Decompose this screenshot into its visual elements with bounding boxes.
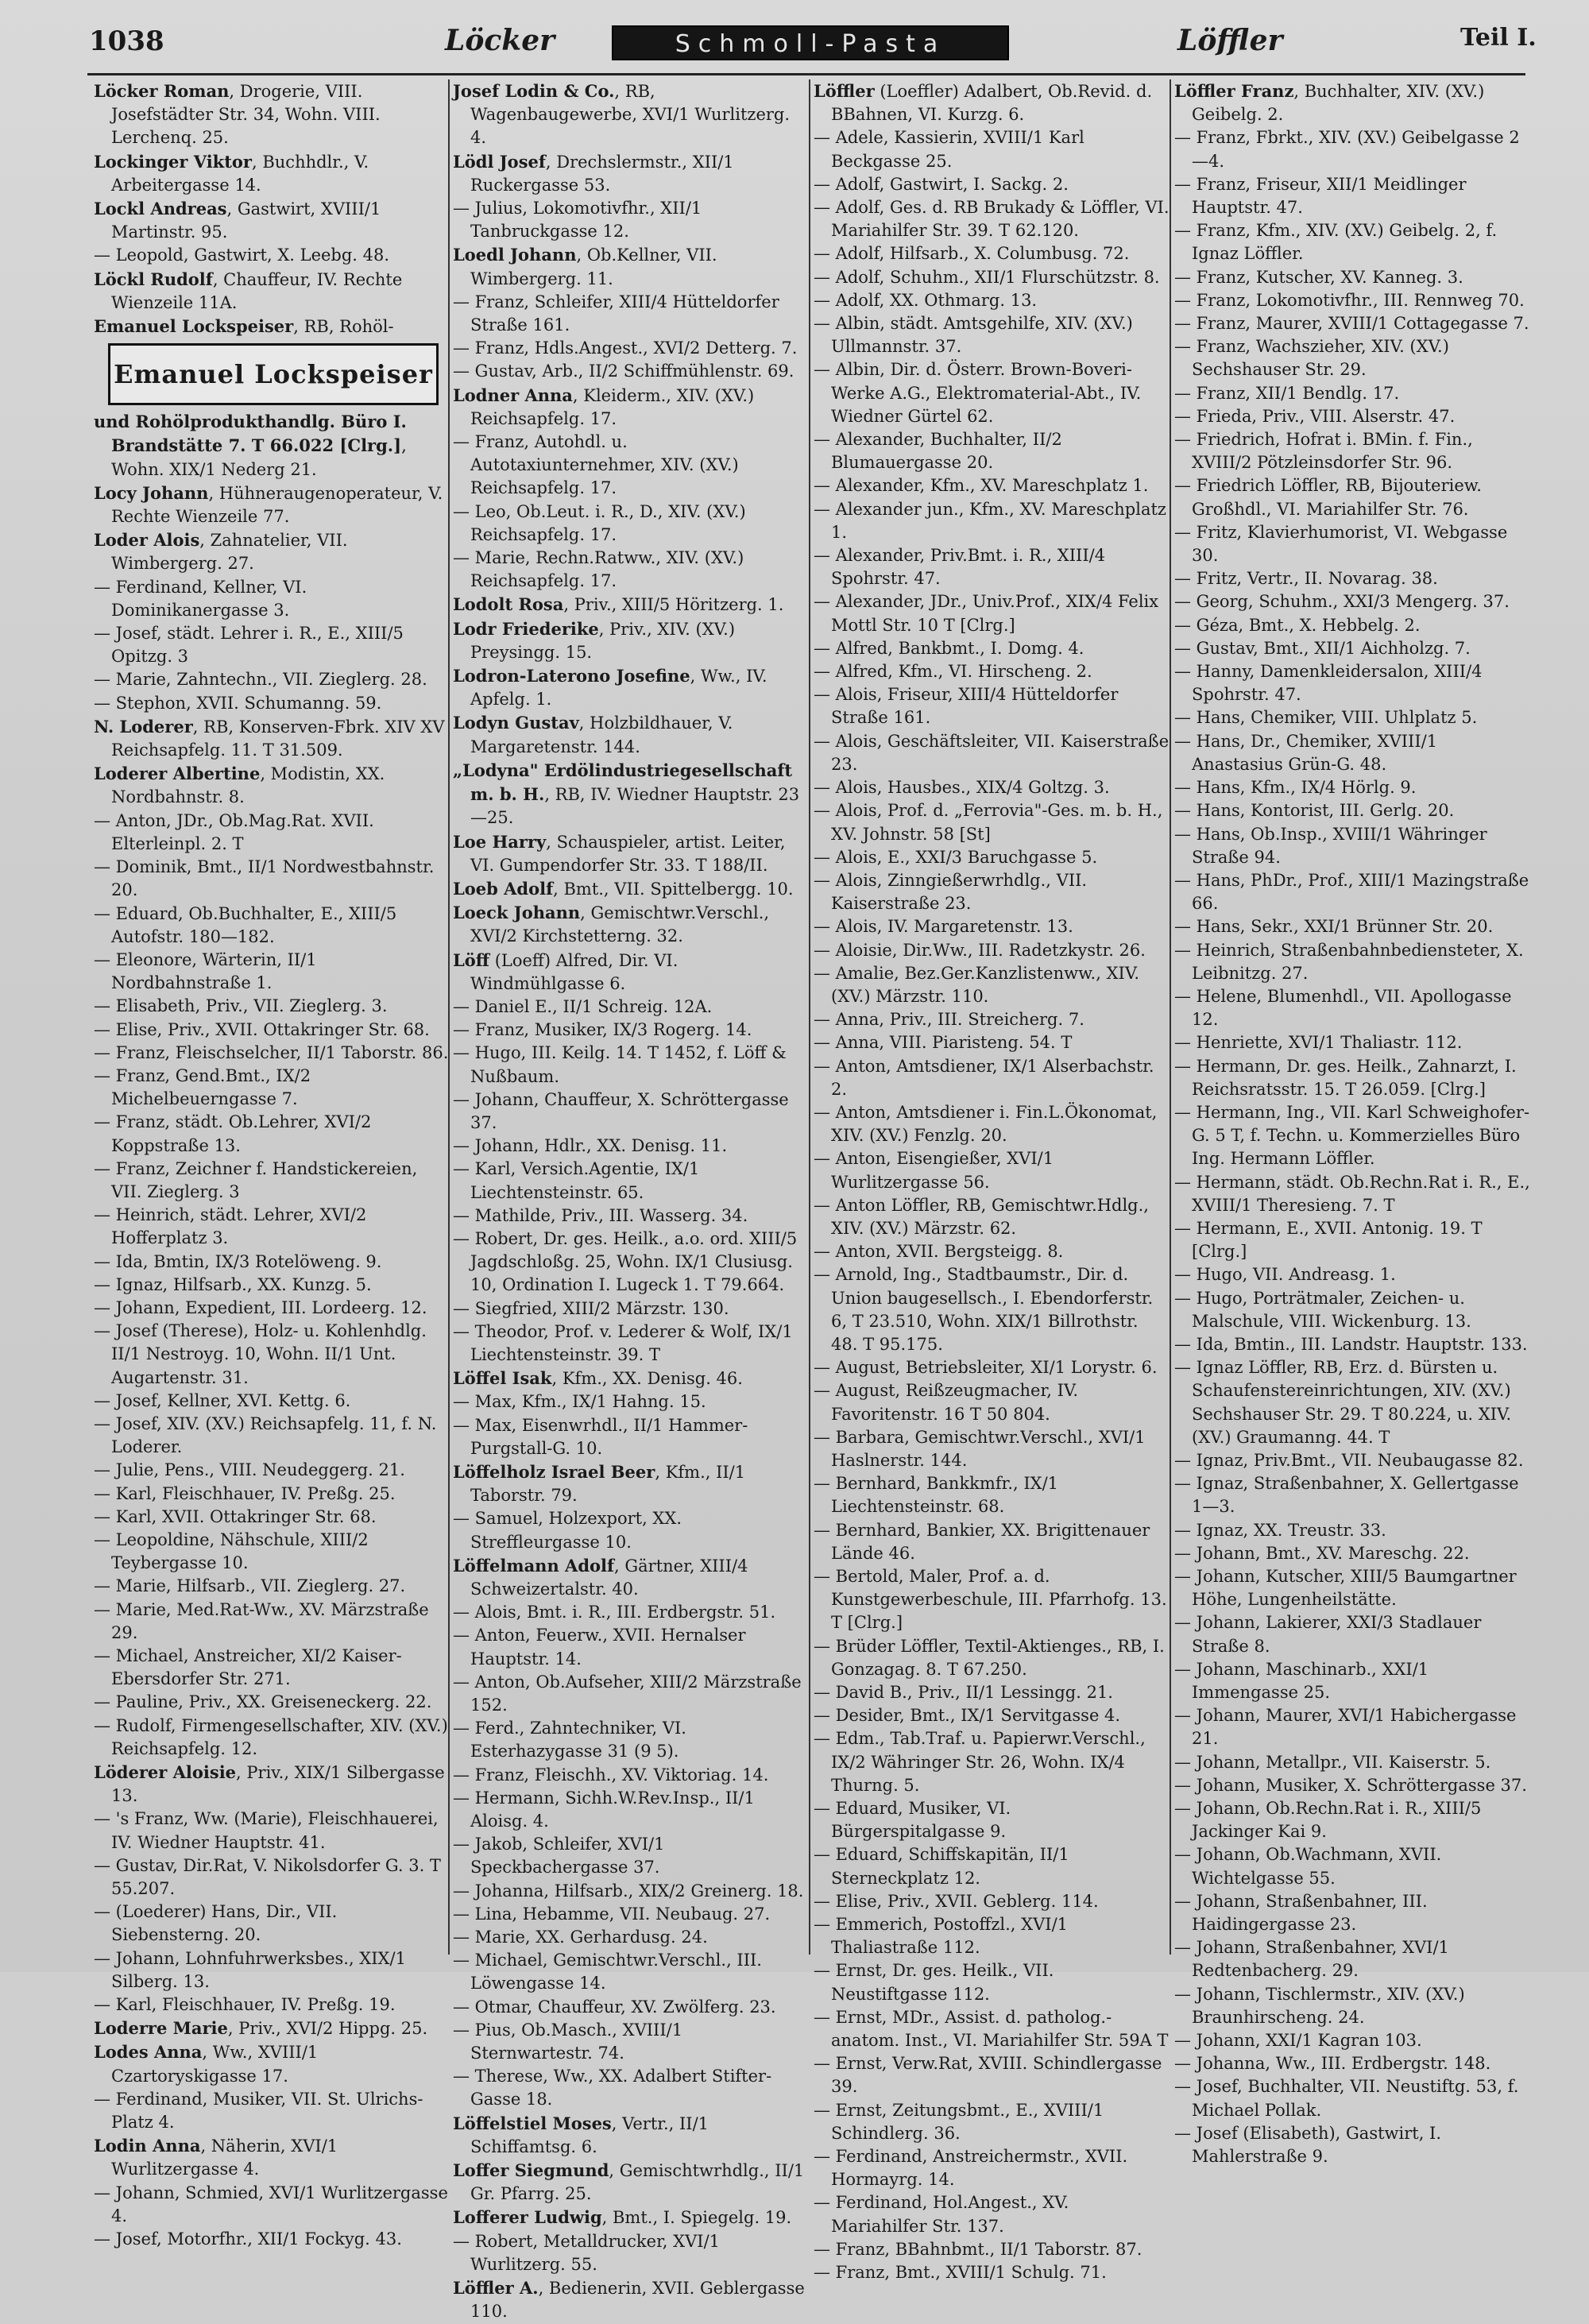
directory-entry: — Franz, Lokomotivfhr., III. Rennweg 70. — [1174, 290, 1525, 310]
directory-entry: — Anna, VIII. Piaristeng. 54. T — [814, 1033, 1073, 1053]
directory-entry: — Eduard, Ob.Buchhalter, E., XIII/5 Autofstr. 180—182. — [94, 903, 397, 946]
directory-entry: Löderer Aloisie, Priv., XIX/1 Silbergasse 13. — [94, 1762, 445, 1806]
directory-entry: — Eduard, Musiker, VI. Bürgerspitalgasse 9. — [814, 1799, 1011, 1842]
directory-entry: — Anton, XVII. Bergsteigg. 8. — [814, 1242, 1064, 1262]
directory-entry: — Robert, Metalldrucker, XVI/1 Wurlitzerg. 55. — [453, 2231, 720, 2274]
directory-entry: — Marie, XX. Gerhardusg. 24. — [453, 1928, 708, 1947]
directory-entry: — Franz, Kutscher, XV. Kanneg. 3. — [1174, 267, 1463, 287]
directory-entry: — Mathilde, Priv., III. Wasserg. 34. — [453, 1205, 748, 1225]
directory-entry: — Adolf, Gastwirt, I. Sackg. 2. — [814, 174, 1069, 194]
directory-entry: — Franz, Bmt., XVIII/1 Schulg. 71. — [814, 2263, 1107, 2283]
directory-entry: — Ernst, MDr., Assist. d. patholog.-anatom. Inst., VI. Mariahilfer Str. 59A T — [814, 2007, 1169, 2051]
directory-entry: — Ernst, Dr. ges. Heilk., VII. Neustiftgasse 112. — [814, 1961, 1054, 2004]
directory-entry: — Ferdinand, Kellner, VI. Dominikanergasse 3. — [94, 577, 307, 620]
directory-entry: — Desider, Bmt., IX/1 Servitgasse 4. — [814, 1706, 1121, 1726]
directory-entry: — David B., Priv., II/1 Lessingg. 21. — [814, 1683, 1113, 1703]
directory-entry: — Karl, Fleischhauer, IV. Preßg. 25. — [94, 1483, 396, 1503]
directory-entry: Loeb Adolf, Bmt., VII. Spittelbergg. 10. — [453, 878, 794, 899]
directory-entry: — Aloisie, Dir.Ww., III. Radetzkystr. 26. — [814, 940, 1146, 960]
directory-entry: — Franz, Fbrkt., XIV. (XV.) Geibelgasse 2—4. — [1174, 128, 1520, 171]
directory-entry: — Adolf, Schuhm., XII/1 Flurschützstr. 8. — [814, 267, 1160, 287]
directory-entry: — Johann, Ob.Rechn.Rat i. R., XIII/5 Jackinger Kai 9. — [1174, 1799, 1482, 1842]
directory-entry: — Johanna, Hilfsarb., XIX/2 Greinerg. 18. — [453, 1881, 804, 1901]
directory-entry: — Bernhard, Bankkmfr., IX/1 Liechtensteinstr. 68. — [814, 1474, 1059, 1517]
directory-entry: — Johann, Straßenbahner, XVI/1 Redtenbacherg. 29. — [1174, 1938, 1449, 1981]
directory-entry: — Karl, Fleischhauer, IV. Preßg. 19. — [94, 1995, 396, 2015]
directory-entry: — Alexander, Kfm., XV. Mareschplatz 1. — [814, 476, 1149, 496]
directory-entry: Lodron-Laterono Josefine, Ww., IV. Apfelg. 1. — [453, 666, 767, 710]
directory-entry: — Josef, Buchhalter, VII. Neustiftg. 53, f. Michael Pollak. — [1174, 2077, 1519, 2120]
directory-entry: — Hans, Chemiker, VIII. Uhlplatz 5. — [1174, 708, 1478, 728]
directory-entry: — Johann, Musiker, X. Schröttergasse 37. — [1174, 1775, 1527, 1795]
directory-entry: — Ferdinand, Musiker, VII. St. Ulrichs-Platz 4. — [94, 2089, 423, 2133]
directory-entry: — Franz, Fleischh., XV. Viktoriag. 14. — [453, 1765, 769, 1785]
part-label: Teil I. — [1460, 24, 1537, 52]
directory-entry: — Hugo, VII. Andreasg. 1. — [1174, 1265, 1396, 1285]
directory-entry: — Adolf, Hilfsarb., X. Columbusg. 72. — [814, 244, 1130, 264]
directory-entry: — Anton, Amtsdiener, IX/1 Alserbachstr. 2. — [814, 1056, 1154, 1099]
directory-entry: — Anton, Ob.Aufseher, XIII/2 Märzstraße 152. — [453, 1672, 802, 1715]
directory-entry: — Ferdinand, Hol.Angest., XV. Mariahilfer Str. 137. — [814, 2193, 1069, 2236]
directory-entry: — Franz, Maurer, XVIII/1 Cottagegasse 7. — [1174, 314, 1529, 334]
directory-entry: — Alfred, Kfm., VI. Hirscheng. 2. — [814, 662, 1092, 682]
directory-entry: Josef Lodin & Co., RB, Wagenbaugewerbe, XVI/1 Wurlitzerg. 4. — [453, 81, 791, 148]
directory-entry: — Amalie, Bez.Ger.Kanzlistenww., XIV. (XV.) Märzstr. 110. — [814, 963, 1139, 1006]
directory-entry: — Hermann, Dr. ges. Heilk., Zahnarzt, I. Reichsratsstr. 15. T 26.059. [Clrg.] — [1174, 1056, 1517, 1099]
directory-entry: — Brüder Löffler, Textil-Aktienges., RB, I. Gonzagag. 8. T 67.250. — [814, 1636, 1165, 1679]
directory-entry: — Julius, Lokomotivfhr., XII/1 Tanbruckgasse 12. — [453, 199, 702, 242]
directory-entry: — Johann, Expedient, III. Lordeerg. 12. — [94, 1297, 427, 1317]
directory-entry: — Georg, Schuhm., XXI/3 Mengerg. 37. — [1174, 592, 1510, 612]
directory-entry: — Alois, Zinngießerwrhdlg., VII. Kaiserstraße 23. — [814, 870, 1088, 914]
directory-entry: Löffelholz Israel Beer, Kfm., II/1 Taborstr. 79. — [453, 1461, 746, 1506]
directory-entry: — Edm., Tab.Traf. u. Papierwr.Verschl., IX/2 Währinger Str. 26, Wohn. IX/4 Thurng. 5. — [814, 1729, 1146, 1795]
column-1 — [94, 79, 450, 2249]
header-ad-banner: Schmoll-Pasta — [612, 25, 1009, 60]
page-number: 1038 — [89, 25, 164, 57]
directory-entry: — 's Franz, Ww. (Marie), Fleischhauerei, IV. Wiedner Hauptstr. 41. — [94, 1809, 439, 1852]
directory-entry: — Anton, Amtsdiener i. Fin.L.Ökonomat, XIV. (XV.) Fenzlg. 20. — [814, 1102, 1158, 1146]
directory-entry: Löffelmann Adolf, Gärtner, XIII/4 Schweizertalstr. 40. — [453, 1555, 748, 1599]
directory-entry: — Arnold, Ing., Stadtbaumstr., Dir. d. Union baugesellsch., I. Ebendorferstr. 6, T 23.510, Wohn. XIX/1 Billrothstr. 48. T 95.175. — [814, 1265, 1154, 1354]
directory-entry: — Josef, Kellner, XVI. Kettg. 6. — [94, 1390, 351, 1410]
directory-entry: — Eduard, Schiffskapitän, II/1 Sterneckplatz 12. — [814, 1845, 1069, 1888]
directory-entry: — Ferd., Zahntechniker, VI. Esterhazygasse 31 (9 5). — [453, 1719, 686, 1761]
directory-entry: — Franz, Zeichner f. Handstickereien, VII. Zieglerg. 3 — [94, 1158, 418, 1201]
column-2 — [453, 79, 809, 2322]
directory-entry: — Elisabeth, Priv., VII. Zieglerg. 3. — [94, 996, 388, 1016]
directory-entry: Löcker Roman, Drogerie, VIII. Josefstädter Str. 34, Wohn. VIII. Lerchenq. 25. — [94, 81, 381, 148]
directory-entry: Löff (Loeff) Alfred, Dir. VI. Windmühlgasse 6. — [453, 949, 679, 993]
column-4 — [1174, 79, 1530, 2167]
directory-entry: — Hermann, E., XVII. Antonig. 19. T [Clrg.] — [1174, 1218, 1483, 1262]
directory-entry: — Alexander jun., Kfm., XV. Mareschplatz 1. — [814, 499, 1166, 542]
directory-entry: — Jakob, Schleifer, XVI/1 Speckbachergasse 37. — [453, 1835, 665, 1877]
directory-entry: — August, Betriebsleiter, XI/1 Lorystr. 6. — [814, 1358, 1158, 1378]
directory-entry: Lockinger Viktor, Buchhdlr., V. Arbeitergasse 14. — [94, 151, 369, 195]
directory-entry: — Johann, XXI/1 Kagran 103. — [1174, 2031, 1422, 2051]
directory-entry: — Franz, Autohdl. u. Autotaxiunternehmer, XIV. (XV.) Reichsapfelg. 17. — [453, 432, 739, 498]
directory-entry: — Josef, XIV. (XV.) Reichsapfelg. 11, f. N. Loderer. — [94, 1413, 437, 1457]
directory-entry: Lodin Anna, Näherin, XVI/1 Wurlitzergasse 4. — [94, 2136, 338, 2179]
directory-entry: — Johann, Metallpr., VII. Kaiserstr. 5. — [1174, 1752, 1491, 1772]
directory-entry: — Johann, Bmt., XV. Mareschg. 22. — [1174, 1543, 1470, 1563]
directory-entry: Löffler A., Bedienerin, XVII. Geblergasse 110. — [453, 2278, 805, 2322]
directory-entry: — Adele, Kassierin, XVIII/1 Karl Beckgasse 25. — [814, 128, 1084, 171]
directory-entry: — Henriette, XVI/1 Thaliastr. 112. — [1174, 1033, 1463, 1053]
directory-entry: — Anna, Priv., III. Streicherg. 7. — [814, 1010, 1084, 1030]
directory-entry: — Alexander, Priv.Bmt. i. R., XIII/4 Spohrstr. 47. — [814, 546, 1106, 589]
directory-entry: — Anton Löffler, RB, Gemischtwr.Hdlg., XIV. (XV.) Märzstr. 62. — [814, 1195, 1149, 1238]
directory-entry: Loder Alois, Zahnatelier, VII. Wimbergerg. 27. — [94, 530, 348, 574]
directory-entry: — Leopoldine, Nähschule, XIII/2 Teybergasse 10. — [94, 1529, 369, 1573]
directory-entry: Löckl Rudolf, Chauffeur, IV. Rechte Wienzeile 11A. — [94, 269, 403, 312]
directory-entry: „Lodyna" Erdölindustriegesellschaft m. b. H., RB, IV. Wiedner Hauptstr. 23—25. — [453, 760, 800, 828]
directory-entry: — Max, Kfm., IX/1 Hahng. 15. — [453, 1392, 706, 1412]
directory-entry: — Hans, PhDr., Prof., XIII/1 Mazingstraße 66. — [1174, 870, 1529, 914]
directory-entry: — Hermann, Ing., VII. Karl Schweighofer-G. 5 T, f. Techn. u. Kommerzielles Büro Ing. Hermann Löffler. — [1174, 1102, 1530, 1169]
directory-entry: — Karl, Versich.Agentie, IX/1 Liechtensteinstr. 65. — [453, 1159, 700, 1202]
directory-entry: — Hugo, Porträtmaler, Zeichen- u. Malschule, VIII. Wickenburg. 13. — [1174, 1288, 1471, 1331]
directory-entry: Löffel Isak, Kfm., XX. Denisg. 46. — [453, 1368, 743, 1389]
directory-entry: — Franz, BBahnbmt., II/1 Taborstr. 87. — [814, 2239, 1142, 2259]
directory-entry: — Therese, Ww., XX. Adalbert Stifter-Gasse 18. — [453, 2067, 772, 2109]
directory-entry: — Helene, Blumenhdl., VII. Apollogasse 12. — [1174, 986, 1512, 1030]
directory-entry: — Michael, Gemischtwr.Verschl., III. Löwengasse 14. — [453, 1951, 762, 1993]
directory-entry: — Dominik, Bmt., II/1 Nordwestbahnstr. 20. — [94, 857, 435, 900]
directory-entry: — Alois, Bmt. i. R., III. Erdbergstr. 51. — [453, 1603, 776, 1622]
directory-entry: — Ignaz, Straßenbahner, X. Gellertgasse 1—3. — [1174, 1474, 1519, 1517]
directory-entry: Lodyn Gustav, Holzbildhauer, V. Margaretenstr. 144. — [453, 713, 733, 756]
directory-entry: — Ignaz, XX. Treustr. 33. — [1174, 1520, 1386, 1540]
directory-entry: — Franz, städt. Ob.Lehrer, XVI/2 Koppstraße 13. — [94, 1112, 372, 1155]
directory-entry: — Alois, Geschäftsleiter, VII. Kaiserstraße 23. — [814, 731, 1170, 774]
directory-entry: — Marie, Zahntechn., VII. Zieglerg. 28. — [94, 670, 427, 690]
directory-entry: Loderer Albertine, Modistin, XX. Nordbahnstr. 8. — [94, 764, 385, 807]
directory-entry: Loffer Siegmund, Gemischtwrhdlg., II/1 Gr. Pfarrg. 25. — [453, 2160, 805, 2204]
directory-entry: — Anton, Feuerw., XVII. Hernalser Hauptstr. 14. — [453, 1626, 746, 1669]
directory-entry: Loedl Johann, Ob.Kellner, VII. Wimbergerg. 11. — [453, 245, 717, 288]
column-divider — [809, 79, 810, 1955]
directory-entry: — Franz, Gend.Bmt., IX/2 Michelbeuerngasse 7. — [94, 1065, 311, 1109]
directory-entry: — Karl, XVII. Ottakringer Str. 68. — [94, 1506, 377, 1526]
directory-entry: — Stephon, XVII. Schumanng. 59. — [94, 693, 382, 713]
directory-entry: — Franz, Hdls.Angest., XVI/2 Detterg. 7. — [453, 338, 798, 358]
directory-entry: — Johann, Chauffeur, X. Schröttergasse 37. — [453, 1089, 789, 1132]
directory-entry: — Alois, E., XXI/3 Baruchgasse 5. — [814, 847, 1098, 867]
directory-entry: — Franz, Musiker, IX/3 Rogerg. 14. — [453, 1020, 752, 1040]
directory-entry: — Alois, Friseur, XIII/4 Hütteldorfer Straße 161. — [814, 685, 1119, 728]
directory-entry: Löffelstiel Moses, Vertr., II/1 Schiffamtsg. 6. — [453, 2113, 709, 2156]
directory-entry: — Franz, Kfm., XIV. (XV.) Geibelg. 2, f. Ignaz Löffler. — [1174, 221, 1498, 264]
directory-entry: — Julie, Pens., VIII. Neudeggerg. 21. — [94, 1460, 405, 1480]
directory-entry: — Johann, Hdlr., XX. Denisg. 11. — [453, 1136, 728, 1156]
directory-entry: — Fritz, Klavierhumorist, VI. Webgasse 30. — [1174, 522, 1508, 566]
directory-entry: — Eleonore, Wärterin, II/1 Nordbahnstraße 1. — [94, 949, 317, 993]
header-left-word: Löcker — [445, 24, 555, 57]
directory-entry: — Leo, Ob.Leut. i. R., D., XIV. (XV.) Reichsapfelg. 17. — [453, 501, 746, 544]
directory-entry: — Hans, Kfm., IX/4 Hörlg. 9. — [1174, 778, 1417, 798]
directory-entry: — Alois, Prof. d. „Ferrovia"-Ges. m. b. H., XV. Johnstr. 58 [St] — [814, 801, 1163, 844]
directory-entry: — Heinrich, Straßenbahnbediensteter, X. Leibnitzg. 27. — [1174, 940, 1524, 983]
directory-entry: Lofferer Ludwig, Bmt., I. Spiegelg. 19. — [453, 2207, 792, 2228]
directory-entry: — Hans, Dr., Chemiker, XVIII/1 Anastasius Grün-G. 48. — [1174, 731, 1438, 774]
directory-entry: — Robert, Dr. ges. Heilk., a.o. ord. XIII/5 Jagdschloßg. 25, Wohn. IX/1 Clusiusg. 10, Ordination I. Lugeck 1. T 79.664. — [453, 1228, 798, 1295]
directory-entry: — Samuel, Holzexport, XX. Streffleurgasse 10. — [453, 1509, 682, 1552]
directory-entry: — Ernst, Zeitungsbmt., E., XVIII/1 Schindlerg. 36. — [814, 2100, 1104, 2143]
directory-entry: — Johann, Kutscher, XIII/5 Baumgartner Höhe, Lungenheilstätte. — [1174, 1567, 1517, 1610]
directory-entry: — Marie, Med.Rat-Ww., XV. Märzstraße 29. — [94, 1599, 429, 1642]
directory-entry: — Hermann, Sichh.W.Rev.Insp., II/1 Aloisg. 4. — [453, 1788, 755, 1831]
directory-entry: — (Loederer) Hans, Dir., VII. Siebensterng. 20. — [94, 1902, 338, 1945]
directory-entry: — Adolf, Ges. d. RB Brukady & Löffler, VI. Mariahilfer Str. 39. T 62.120. — [814, 198, 1170, 241]
directory-entry: — Lina, Hebamme, VII. Neubaug. 27. — [453, 1904, 771, 1924]
header-right-word: Löffler — [1177, 24, 1283, 57]
directory-entry: und Rohölprodukthandlg. Büro I. Brandstätte 7. T 66.022 [Clrg.], Wohn. XIX/1 Nederg 21. — [94, 412, 407, 479]
directory-entry: — Franz, Wachszieher, XIV. (XV.) Sechshauser Str. 29. — [1174, 337, 1449, 380]
directory-entry: — Josef, Motorfhr., XII/1 Fockyg. 43. — [94, 2229, 402, 2249]
directory-entry: — Friedrich Löffler, RB, Bijouteriew. Großhdl., VI. Mariahilfer Str. 76. — [1174, 476, 1482, 519]
column-divider — [1170, 79, 1171, 1955]
directory-entry: — Max, Eisenwrhdl., II/1 Hammer-Purgstall-G. 10. — [453, 1415, 748, 1458]
directory-entry: — Géza, Bmt., X. Hebbelg. 2. — [1174, 615, 1421, 635]
directory-entry: — Alois, Hausbes., XIX/4 Goltzg. 3. — [814, 778, 1110, 798]
directory-entry: — Franz, Friseur, XII/1 Meidlinger Hauptstr. 47. — [1174, 174, 1467, 218]
directory-entry: — Ignaz, Hilfsarb., XX. Kunzg. 5. — [94, 1274, 372, 1294]
directory-entry: — Hermann, städt. Ob.Rechn.Rat i. R., E., XVIII/1 Theresieng. 7. T — [1174, 1172, 1530, 1215]
directory-entry: — Johann, Straßenbahner, III. Haidingergasse 23. — [1174, 1891, 1428, 1935]
directory-entry: — Gustav, Bmt., XII/1 Aichholzg. 7. — [1174, 638, 1471, 658]
directory-entry: — Adolf, XX. Othmarg. 13. — [814, 290, 1038, 310]
directory-entry: — Emmerich, Postoffzl., XVI/1 Thaliastraße 112. — [814, 1915, 1069, 1958]
directory-entry: — Michael, Anstreicher, XI/2 Kaiser-Ebersdorfer Str. 271. — [94, 1646, 402, 1689]
directory-entry: — Leopold, Gastwirt, X. Leebg. 48. — [94, 246, 390, 265]
directory-entry: — Anton, JDr., Ob.Mag.Rat. XVII. Elterleinpl. 2. T — [94, 810, 374, 853]
directory-entry: Lodes Anna, Ww., XVIII/1 Czartoryskigasse 17. — [94, 2042, 319, 2086]
directory-entry: — Josef (Elisabeth), Gastwirt, I. Mahlerstraße 9. — [1174, 2123, 1442, 2167]
directory-entry: — Otmar, Chauffeur, XV. Zwölferg. 23. — [453, 1997, 776, 2017]
directory-entry: — Elise, Priv., XVII. Geblerg. 114. — [814, 1891, 1099, 1911]
directory-entry: — Johann, Maschinarb., XXI/1 Immengasse 25. — [1174, 1659, 1429, 1703]
directory-entry: — Ignaz Löffler, RB, Erz. d. Bürsten u. Schaufenstereinrichtungen, XIV. (XV.) Sechshauser Str. 29. T 80.224, u. XIV. (XV.) Graumanng. 44. T — [1174, 1358, 1512, 1447]
directory-entry: — Frieda, Priv., VIII. Alserstr. 47. — [1174, 406, 1456, 426]
directory-entry: Loe Harry, Schauspieler, artist. Leiter, VI. Gumpendorfer Str. 33. T 188/II. — [453, 831, 786, 875]
directory-entry: — Bernhard, Bankier, XX. Brigittenauer Lände 46. — [814, 1520, 1150, 1563]
directory-entry: — Alexander, JDr., Univ.Prof., XIX/4 Felix Mottl Str. 10 T [Clrg.] — [814, 592, 1159, 635]
directory-entry: — Franz, XII/1 Bendlg. 17. — [1174, 383, 1400, 403]
directory-entry: — Josef (Therese), Holz- u. Kohlenhdlg. II/1 Nestroyg. 10, Wohn. II/1 Unt. Augartenstr. 31. — [94, 1321, 427, 1387]
directory-entry: Lodolt Rosa, Priv., XIII/5 Höritzerg. 1. — [453, 594, 784, 615]
directory-entry: — Alexander, Buchhalter, II/2 Blumauergasse 20. — [814, 430, 1062, 473]
directory-entry: — Alfred, Bankbmt., I. Domg. 4. — [814, 638, 1084, 658]
directory-entry: — August, Reißzeugmacher, IV. Favoritenstr. 16 T 50 804. — [814, 1381, 1079, 1424]
directory-entry: — Ida, Bmtin., III. Landstr. Hauptstr. 133. — [1174, 1334, 1528, 1354]
directory-entry: — Alois, IV. Margaretenstr. 13. — [814, 917, 1073, 937]
directory-entry: Emanuel Lockspeiser, RB, Rohöl- — [94, 316, 394, 337]
directory-entry: — Anton, Eisengießer, XVI/1 Wurlitzergasse 56. — [814, 1149, 1054, 1192]
directory-entry: — Hans, Kontorist, III. Gerlg. 20. — [1174, 801, 1455, 821]
directory-entry: — Johann, Ob.Wachmann, XVII. Wichtelgasse 55. — [1174, 1845, 1442, 1888]
directory-entry: — Ignaz, Priv.Bmt., VII. Neubaugasse 82. — [1174, 1450, 1524, 1470]
header-rule — [87, 73, 1525, 75]
directory-entry: — Johann, Tischlermstr., XIV. (XV.) Braunhirscheng. 24. — [1174, 1984, 1465, 2027]
column-3 — [814, 79, 1170, 2283]
directory-entry: — Josef, städt. Lehrer i. R., E., XIII/5 Opitzg. 3 — [94, 624, 404, 667]
directory-entry: Lockl Andreas, Gastwirt, XVIII/1 Martinstr. 95. — [94, 199, 381, 242]
advert-box: Emanuel Lockspeiser — [108, 343, 439, 405]
directory-entry: — Ferdinand, Anstreichermstr., XVII. Hormayrg. 14. — [814, 2147, 1128, 2190]
directory-entry: — Johann, Schmied, XVI/1 Wurlitzergasse 4. — [94, 2183, 448, 2225]
directory-entry: — Johann, Maurer, XVI/1 Habichergasse 21. — [1174, 1706, 1517, 1749]
directory-entry: — Rudolf, Firmengesellschafter, XIV. (XV.) Reichsapfelg. 12. — [94, 1715, 448, 1758]
directory-entry: — Hans, Ob.Insp., XVIII/1 Währinger Straße 94. — [1174, 824, 1487, 867]
directory-entry: — Albin, Dir. d. Österr. Brown-Boveri-Werke A.G., Elektromaterial-Abt., IV. Wiedner Gürtel 62. — [814, 360, 1142, 426]
directory-entry: — Gustav, Arb., II/2 Schiffmühlenstr. 69. — [453, 362, 794, 381]
directory-entry: — Marie, Rechn.Ratww., XIV. (XV.) Reichsapfelg. 17. — [453, 548, 744, 591]
directory-entry: — Gustav, Dir.Rat, V. Nikolsdorfer G. 3. T 55.207. — [94, 1855, 441, 1899]
directory-entry: Löffler (Loeffler) Adalbert, Ob.Revid. d. BBahnen, VI. Kurzg. 6. — [814, 81, 1153, 125]
directory-entry: — Marie, Hilfsarb., VII. Zieglerg. 27. — [94, 1576, 406, 1596]
directory-entry: Locy Johann, Hühneraugenoperateur, V. Rechte Wienzeile 77. — [94, 482, 443, 527]
directory-entry: Lodner Anna, Kleiderm., XIV. (XV.) Reichsapfelg. 17. — [453, 385, 755, 428]
directory-entry: — Johann, Lakierer, XXI/3 Stadlauer Straße 8. — [1174, 1613, 1482, 1656]
directory-entry: — Bertold, Maler, Prof. a. d. Kunstgewerbeschule, III. Pfarrhofg. 13. T [Clrg.] — [814, 1567, 1167, 1633]
directory-entry: — Albin, städt. Amtsgehilfe, XIV. (XV.) Ullmannstr. 37. — [814, 314, 1133, 357]
directory-entry: N. Loderer, RB, Konserven-Fbrk. XIV XV Reichsapfelg. 11. T 31.509. — [94, 716, 445, 760]
directory-entry: — Fritz, Vertr., II. Novarag. 38. — [1174, 569, 1438, 589]
directory-entry: — Daniel E., II/1 Schreig. 12A. — [453, 996, 713, 1016]
directory-entry: — Hans, Sekr., XXI/1 Brünner Str. 20. — [1174, 917, 1494, 937]
directory-entry: — Hugo, III. Keilg. 14. T 1452, f. Löff & Nußbaum. — [453, 1043, 787, 1086]
directory-entry: — Theodor, Prof. v. Lederer & Wolf, IX/1 Liechtensteinstr. 39. T — [453, 1321, 793, 1364]
directory-entry: — Friedrich, Hofrat i. BMin. f. Fin., XVIII/2 Pötzleinsdorfer Str. 96. — [1174, 430, 1473, 473]
directory-entry: — Johanna, Ww., III. Erdbergstr. 148. — [1174, 2054, 1491, 2074]
directory-entry: — Heinrich, städt. Lehrer, XVI/2 Hofferplatz 3. — [94, 1205, 367, 1248]
directory-entry: — Pauline, Priv., XX. Greiseneckerg. 22. — [94, 1692, 432, 1712]
directory-entry: Lödl Josef, Drechslermstr., XII/1 Ruckergasse 53. — [453, 151, 734, 195]
directory-entry: Loderre Marie, Priv., XVI/2 Hippg. 25. — [94, 2018, 428, 2039]
directory-entry: Loeck Johann, Gemischtwr.Verschl., XVI/2 Kirchstetterng. 32. — [453, 903, 770, 946]
directory-entry: Lodr Friederike, Priv., XIV. (XV.) Preysingg. 15. — [453, 618, 736, 662]
directory-entry: — Franz, Fleischselcher, II/1 Taborstr. 86. — [94, 1042, 449, 1062]
directory-entry: Löffler Franz, Buchhalter, XIV. (XV.) Geibelg. 2. — [1174, 81, 1485, 125]
directory-entry: — Johann, Lohnfuhrwerksbes., XIX/1 Silberg. 13. — [94, 1948, 406, 1991]
directory-entry: — Hanny, Damenkleidersalon, XIII/4 Spohrstr. 47. — [1174, 662, 1483, 705]
directory-entry: — Barbara, Gemischtwr.Verschl., XVI/1 Haslnerstr. 144. — [814, 1427, 1146, 1470]
directory-entry: — Pius, Ob.Masch., XVIII/1 Sternwartestr. 74. — [453, 2020, 683, 2063]
directory-entry: — Ernst, Verw.Rat, XVIII. Schindlergasse 39. — [814, 2054, 1162, 2097]
directory-entry: — Ida, Bmtin, IX/3 Rotelöweng. 9. — [94, 1251, 382, 1271]
directory-entry: — Franz, Schleifer, XIII/4 Hütteldorfer Straße 161. — [453, 292, 779, 335]
directory-entry: — Siegfried, XIII/2 Märzstr. 130. — [453, 1298, 729, 1318]
directory-entry: — Elise, Priv., XVII. Ottakringer Str. 68. — [94, 1019, 430, 1039]
